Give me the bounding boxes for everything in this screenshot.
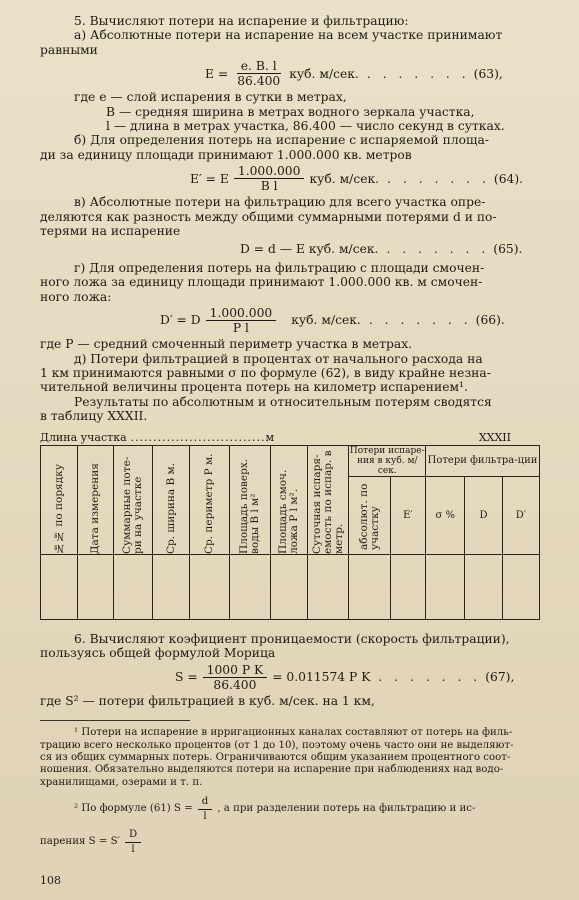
table-col-header: E′ bbox=[390, 476, 425, 554]
formula-64-unit: куб. м/сек. bbox=[309, 171, 380, 186]
table-header-row bbox=[41, 445, 540, 476]
formula-63-fraction bbox=[233, 59, 284, 88]
para-d-line2: 1 км принимаются равными σ по формуле (62), в виду крайне незна- bbox=[40, 365, 491, 380]
footnote-2-line2 bbox=[40, 828, 541, 857]
table-row bbox=[41, 554, 540, 619]
table-col-header: Суточная испаря-емость по испар. в метр. bbox=[308, 445, 349, 554]
formula-67-lhs: S = bbox=[175, 670, 198, 685]
formula-66-lhs: D′ = D bbox=[160, 313, 201, 328]
formula-66-denominator: P l bbox=[232, 321, 249, 336]
table-col-header: Площадь поверх. воды B l м² bbox=[229, 445, 270, 554]
footnote-2-fraction2: $\frac{D}{l}$ bbox=[125, 828, 141, 857]
leader-dots: . . . . . . . bbox=[386, 242, 490, 257]
formula-67-rhs: = 0.011574 P K bbox=[272, 670, 371, 685]
table-length-label: Длина участка bbox=[40, 430, 127, 444]
table-number: XXXII bbox=[478, 430, 511, 444]
formula-63-unit: куб. м/сек. bbox=[289, 66, 359, 81]
formula-64-denominator: B l bbox=[260, 179, 278, 194]
where-line-1: где e — слой испарения в сутки в метрах, bbox=[74, 90, 347, 105]
formula-67 bbox=[40, 663, 541, 692]
leader-dots: . . . . . . . bbox=[378, 670, 482, 685]
footnote-1-line2: трацию всего несколько процентов (от 1 до 10), поэтому очень часто они не выделяют- bbox=[40, 739, 514, 751]
footnote-1-line1: ¹ Потери на испарение в ирригационных каналах составляют от потерь на филь- bbox=[74, 727, 513, 739]
formula-66-numerator: 1.000.000 bbox=[206, 306, 277, 321]
footnotes bbox=[40, 727, 541, 857]
table-group-evaporation: Потери испаре-ния в куб. м/сек. bbox=[349, 445, 425, 476]
formula-63-denominator: 86.400 bbox=[237, 74, 281, 89]
para-b-line1: б) Для определения потерь на испарение с испаряемой площа- bbox=[74, 133, 489, 148]
formula-64-number: (64). bbox=[493, 171, 524, 186]
formula-63 bbox=[40, 59, 541, 88]
table-col-header: Ср. периметр P м. bbox=[190, 445, 229, 554]
leader-dots: . . . . . . . bbox=[387, 171, 490, 186]
footnote-2-text: ² По формуле (61) S = bbox=[74, 803, 193, 815]
table-length-fill: .............................. bbox=[130, 430, 266, 444]
formula-66 bbox=[40, 306, 541, 335]
formula-66-number: (66). bbox=[475, 313, 505, 328]
footnote-divider bbox=[40, 720, 190, 721]
table-col-header: №№ по порядку bbox=[41, 445, 78, 554]
results-line2: в таблицу XXXII. bbox=[40, 409, 148, 424]
page-number: 108 bbox=[40, 874, 61, 887]
para-a-line1: а) Абсолютные потери на испарение на всем участке принимают bbox=[74, 28, 503, 43]
para-v-line1: в) Абсолютные потери на фильтрацию для всего участка опре- bbox=[74, 195, 486, 210]
formula-65 bbox=[40, 242, 541, 256]
formula-64 bbox=[40, 164, 541, 193]
table-col-header: D′ bbox=[502, 476, 539, 554]
section-6-where: где S² — потери фильтрацией в куб. м/сек. на 1 км, bbox=[40, 693, 375, 708]
para-a-line2: равными bbox=[40, 42, 98, 57]
table-col-header: Дата измерения bbox=[78, 445, 113, 554]
formula-67-fraction bbox=[203, 663, 268, 692]
footnote-1-line3: ся из общих суммарных потерь. Ограничиваются общим указанием процентного соот- bbox=[40, 751, 511, 763]
footnote-2-line1 bbox=[40, 795, 541, 824]
section-6-line1: 6. Вычисляют коэфициент проницаемости (скорость фильтрации), bbox=[74, 631, 510, 646]
formula-65-number: (65). bbox=[493, 242, 523, 257]
formula-64-numerator: 1.000.000 bbox=[234, 164, 305, 179]
footnote-2-text-cont: , а при разделении потерь на фильтрацию и ис- bbox=[217, 803, 476, 815]
para-d-line1: д) Потери фильтрацией в процентах от начального расхода на bbox=[74, 351, 483, 366]
footnote-1-line5: хранилищами, озерами и т. п. bbox=[40, 776, 203, 788]
table-col-header: абсолют. по участку bbox=[349, 476, 390, 554]
leader-dots: . . . . . . . bbox=[366, 66, 470, 81]
table-col-header: D bbox=[465, 476, 502, 554]
para-g-line3: ного ложа: bbox=[40, 289, 112, 304]
leader-dots: . . . . . . . bbox=[368, 313, 472, 328]
formula-63-number: (63), bbox=[473, 66, 503, 81]
formula-63-numerator: e. B. l bbox=[237, 59, 281, 74]
where-line-2: B — средняя ширина в метрах водного зеркала участка, bbox=[106, 104, 475, 119]
section-5-heading: 5. Вычисляют потери на испарение и фильтрацию: bbox=[74, 14, 409, 28]
table-col-header: σ % bbox=[426, 476, 465, 554]
formula-64-fraction bbox=[234, 164, 305, 193]
footnote-2-fraction: $\frac{d}{l}$ bbox=[198, 795, 213, 824]
para-b-line2: ди за единицу площади принимают 1.000.000 кв. метров bbox=[40, 147, 412, 162]
table-col-header: Ср. ширина B м. bbox=[152, 445, 189, 554]
formula-66-unit: куб. м/сек. bbox=[291, 313, 361, 328]
table-xxxii bbox=[40, 445, 540, 620]
formula-67-number: (67), bbox=[485, 670, 515, 685]
footnote-1-line4: ношения. Обязательно выделяются потери на испарение при наблюдениях над водо- bbox=[40, 764, 504, 776]
table-col-header: Площадь смоч. ложа P l м². bbox=[270, 445, 307, 554]
para-g-line2: ного ложа за единицу площади принимают 1.000.000 кв. м смочен- bbox=[40, 275, 483, 290]
para-d-line3: чительной величины процента потерь на километр испарением¹. bbox=[40, 380, 468, 395]
table-group-filtration: Потери фильтра-ции bbox=[426, 445, 540, 476]
formula-67-numerator: 1000 P K bbox=[203, 663, 268, 678]
para-v-line2: деляются как разность между общими суммарными потерями d и по- bbox=[40, 209, 497, 224]
footnote-2-text2: парения S = S′ bbox=[40, 836, 120, 848]
results-line1: Результаты по абсолютным и относительным потерям сводятся bbox=[74, 394, 492, 409]
formula-65-expression: D = d — E куб. м/сек. bbox=[240, 242, 379, 257]
table-col-header: Суммарные поте-ри на участке bbox=[113, 445, 152, 554]
where-line-3: l — длина в метрах участка, 86.400 — число секунд в сутках. bbox=[106, 119, 505, 134]
formula-63-lhs: E = bbox=[205, 66, 229, 81]
table-caption bbox=[40, 431, 541, 445]
formula-66-fraction bbox=[206, 306, 277, 335]
formula-64-lhs: E′ = E bbox=[190, 171, 229, 186]
where-line-4: где P — средний смоченный периметр участка в метрах. bbox=[40, 337, 413, 352]
para-g-line1: г) Для определения потерь на фильтрацию с площади смочен- bbox=[74, 260, 485, 275]
formula-67-denominator: 86.400 bbox=[213, 677, 257, 692]
section-6-line2: пользуясь общей формулой Морица bbox=[40, 646, 276, 661]
para-v-line3: терями на испарение bbox=[40, 224, 181, 239]
table-length-unit: м bbox=[265, 430, 275, 444]
